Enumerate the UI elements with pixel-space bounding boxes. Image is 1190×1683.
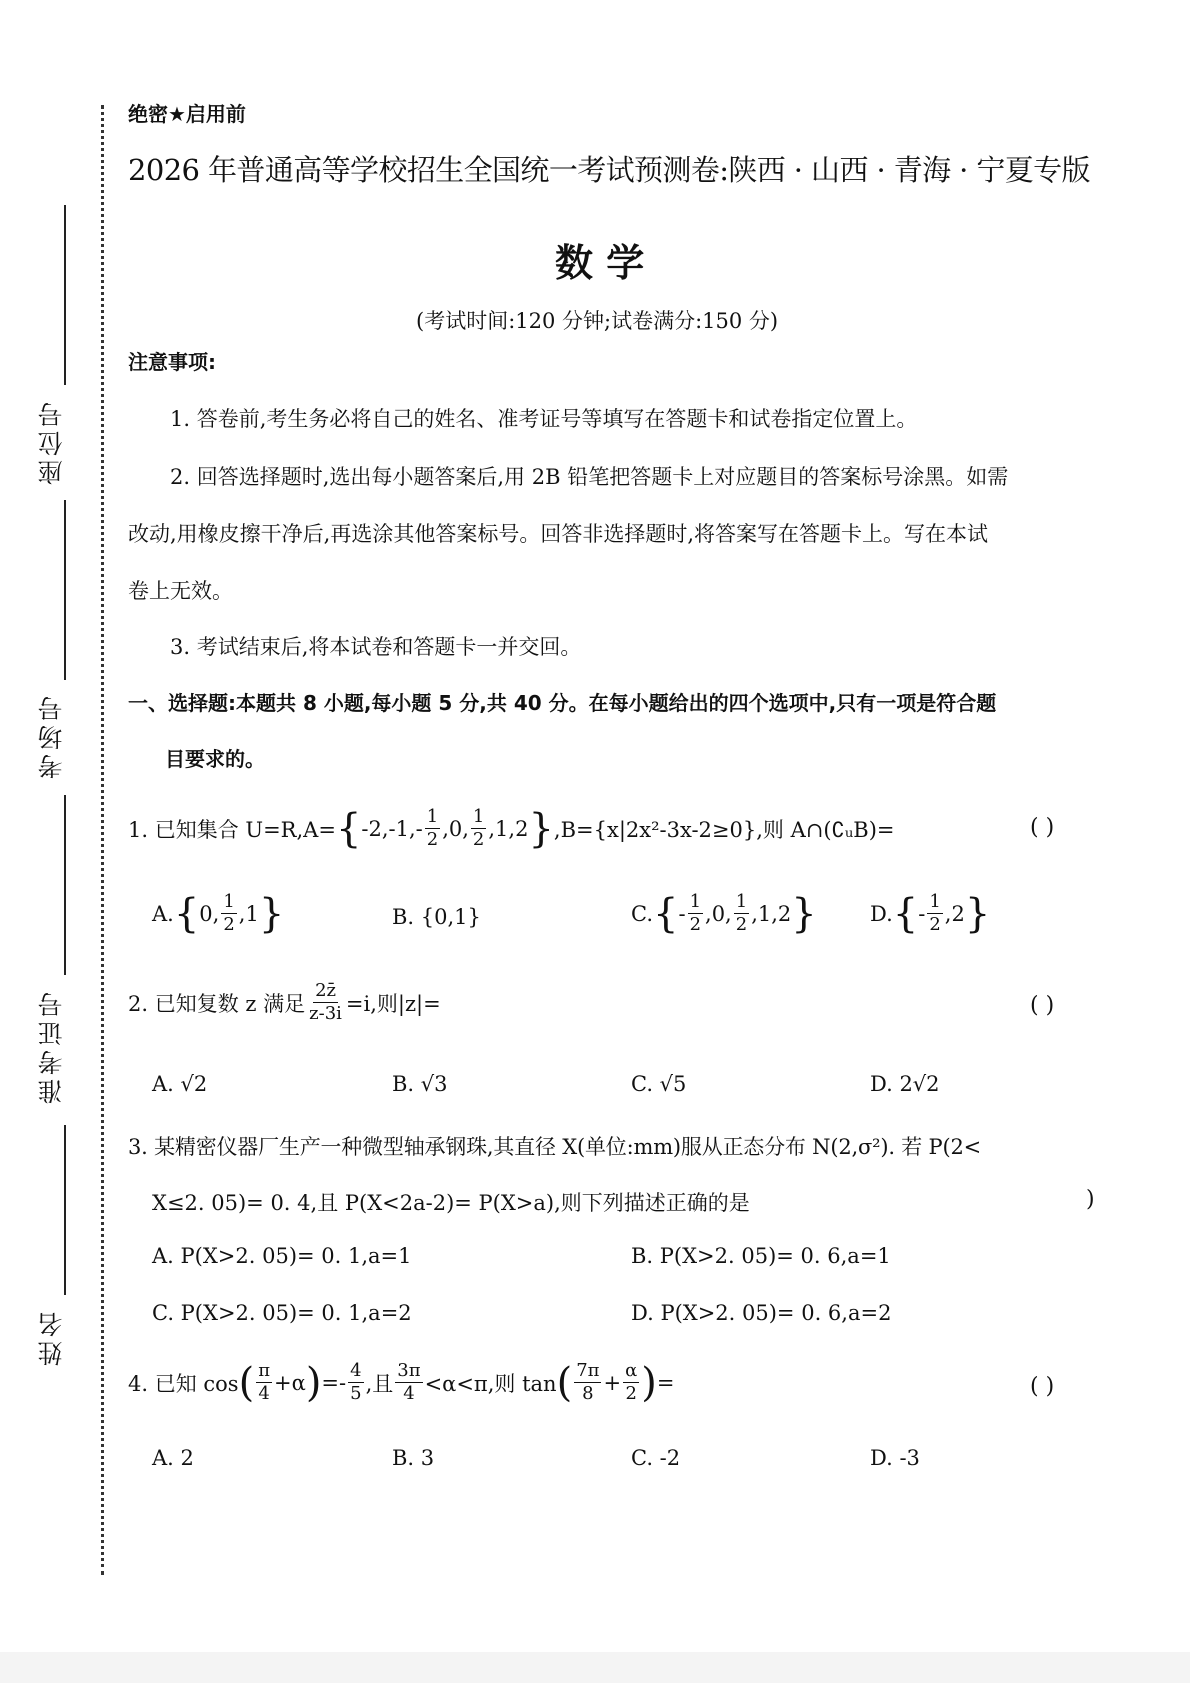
numerator: 1 [426, 806, 439, 827]
q2-option-c[interactable]: C. √5 [631, 1072, 687, 1096]
notice-item-1: 1. 答卷前,考生务必将自己的姓名、准考证号等填写在答题卡和试卷指定位置上。 [170, 407, 918, 431]
confidential-mark: 绝密★启用前 [128, 102, 246, 126]
q3-option-d[interactable]: D. P(X>2. 05)= 0. 6,a=2 [631, 1301, 892, 1325]
denominator: 2 [223, 914, 235, 935]
binding-dotted-line [101, 105, 104, 1575]
right-paren: ) [641, 1359, 657, 1406]
option-label: C. [631, 901, 653, 926]
option-text: ,1 [238, 901, 259, 926]
q3-answer-paren[interactable]: ) [1086, 1187, 1095, 1212]
numerator: 2z̄ [315, 980, 336, 1001]
denominator: 2 [689, 914, 702, 935]
q1-option-d[interactable] [870, 890, 991, 937]
q1-option-b[interactable]: B. {0,1} [392, 905, 481, 929]
section-1-heading-cont: 目要求的。 [165, 747, 265, 771]
q4-text: = [656, 1370, 675, 1395]
q4-prefix: 4. 已知 cos [128, 1371, 239, 1396]
left-paren: ( [238, 1359, 255, 1406]
name-line[interactable] [64, 1125, 66, 1295]
q4-option-c[interactable]: C. -2 [631, 1446, 681, 1470]
q1-set-a-part2: ,0, [442, 816, 469, 841]
option-text: ,1,2 [751, 901, 792, 926]
seat-number-label: 座位号 [37, 398, 66, 485]
denominator: 2 [472, 829, 485, 850]
section-1-heading: 一、选择题:本题共 8 小题,每小题 5 分,共 40 分。在每小题给出的四个选项中,只有一项是符合题 [128, 691, 997, 715]
fraction-2zbar-over-z-3i [307, 982, 344, 1023]
denominator: 2 [426, 829, 439, 850]
notice-item-3: 3. 考试结束后,将本试卷和答题卡一并交回。 [170, 635, 582, 659]
numerator: 3π [397, 1360, 421, 1381]
q2-option-b[interactable]: B. √3 [392, 1072, 448, 1096]
q4-option-b[interactable]: B. 3 [392, 1446, 435, 1470]
q1-option-c[interactable] [631, 890, 817, 937]
left-brace: { [892, 890, 919, 937]
q4-text: =- [321, 1370, 347, 1395]
notice-item-2-line-2: 改动,用橡皮擦干净后,再选涂其他答案标号。回答非选择题时,将答案写在答题卡上。写在本试 [128, 522, 989, 546]
denominator: 5 [350, 1383, 362, 1404]
numerator: 1 [689, 891, 702, 912]
fraction-alpha-over-2 [623, 1362, 639, 1403]
denominator: 4 [403, 1383, 415, 1404]
q1-answer-paren[interactable]: ( ) [1030, 815, 1055, 840]
denominator: 4 [258, 1383, 270, 1404]
fraction-pi-over-4 [256, 1362, 272, 1403]
fraction-one-half [734, 893, 749, 934]
option-text: 0, [199, 901, 220, 926]
subject-title: 数 学 [555, 241, 645, 285]
fraction-3pi-over-4 [395, 1362, 422, 1403]
left-paren: ( [556, 1359, 573, 1406]
denominator: 8 [582, 1383, 594, 1404]
q4-text: + [603, 1370, 622, 1395]
name-label: 姓名 [37, 1308, 66, 1366]
option-text: ,2 [944, 901, 965, 926]
numerator: α [625, 1360, 638, 1381]
fraction-one-half [221, 893, 236, 934]
ticket-number-label: 准考证号 [37, 988, 66, 1104]
exam-room-line[interactable] [64, 500, 66, 680]
right-brace: } [528, 805, 554, 852]
right-brace: } [258, 890, 285, 937]
left-brace: { [173, 890, 200, 937]
notice-item-2-line-3: 卷上无效。 [128, 579, 233, 603]
left-brace: { [335, 805, 362, 852]
q2-answer-paren[interactable]: ( ) [1030, 993, 1055, 1018]
q2-option-d[interactable]: D. 2√2 [870, 1072, 940, 1096]
numerator: 7π [576, 1360, 600, 1381]
denominator: 2 [929, 914, 941, 935]
q4-text: ,且 [365, 1371, 394, 1396]
q2-option-a[interactable]: A. √2 [152, 1072, 208, 1096]
q1-suffix: ,B={x|2x²-3x-2≥0},则 A∩(∁ᵤB)= [553, 817, 895, 842]
question-4-stem [128, 1359, 675, 1406]
option-text: - [918, 901, 926, 926]
q1-prefix: 1. 已知集合 U=R,A= [128, 817, 336, 842]
denominator: z-3i [309, 1003, 342, 1024]
q4-answer-paren[interactable]: ( ) [1030, 1374, 1055, 1399]
question-2-stem [128, 982, 441, 1023]
numerator: 1 [223, 891, 235, 912]
denominator: 2 [735, 914, 748, 935]
notice-title: 注意事项: [128, 350, 216, 374]
fraction-4-over-5 [348, 1362, 363, 1403]
seat-number-line[interactable] [64, 205, 66, 385]
q1-set-a-part3: ,1,2 [488, 816, 529, 841]
numerator: 4 [350, 1360, 362, 1381]
right-brace: } [964, 890, 991, 937]
fraction-one-half [688, 893, 703, 934]
numerator: 1 [472, 806, 485, 827]
question-1-stem [128, 805, 895, 852]
question-3-stem-line-2: X≤2. 05)= 0. 4,且 P(X<2a-2)= P(X>a),则下列描述正确的是 [152, 1191, 750, 1215]
q1-set-a-part1: -2,-1,- [361, 816, 423, 841]
q3-option-c[interactable]: C. P(X>2. 05)= 0. 1,a=2 [152, 1301, 412, 1325]
q1-option-a[interactable] [152, 890, 285, 937]
option-label: D. [870, 901, 893, 926]
fraction-one-half [425, 808, 440, 849]
q4-option-a[interactable]: A. 2 [152, 1446, 194, 1470]
fraction-one-half [927, 893, 942, 934]
exam-info: (考试时间:120 分钟;试卷满分:150 分) [416, 309, 779, 333]
notice-item-2-line-1: 2. 回答选择题时,选出每小题答案后,用 2B 铅笔把答题卡上对应题目的答案标号涂黑。如需 [170, 465, 1009, 489]
exam-title: 2026 年普通高等学校招生全国统一考试预测卷:陕西 · 山西 · 青海 · 宁夏专版 [128, 153, 1090, 187]
numerator: 1 [735, 891, 748, 912]
right-paren: ) [305, 1359, 322, 1406]
option-label: A. [152, 901, 174, 926]
ticket-number-line[interactable] [64, 795, 66, 975]
q2-prefix: 2. 已知复数 z 满足 [128, 991, 306, 1016]
option-text: - [678, 901, 686, 926]
right-brace: } [791, 890, 817, 937]
q3-option-a[interactable]: A. P(X>2. 05)= 0. 1,a=1 [152, 1244, 412, 1268]
q4-text: <α<π,则 tan [424, 1371, 557, 1396]
fraction-7pi-over-8 [574, 1362, 601, 1403]
page-bottom-margin [0, 1652, 1190, 1683]
q3-option-b[interactable]: B. P(X>2. 05)= 0. 6,a=1 [631, 1244, 891, 1268]
option-text: ,0, [705, 901, 732, 926]
left-brace: { [653, 890, 679, 937]
numerator: 1 [929, 891, 941, 912]
question-3-stem-line-1: 3. 某精密仪器厂生产一种微型轴承钢珠,其直径 X(单位:mm)服从正态分布 N(2,σ²). 若 P(2< [128, 1135, 982, 1159]
numerator: π [258, 1360, 271, 1381]
q4-option-d[interactable]: D. -3 [870, 1446, 920, 1470]
q4-text: +α [274, 1370, 306, 1395]
fraction-one-half [471, 808, 486, 849]
exam-room-label: 考场号 [37, 692, 66, 779]
q2-suffix: =i,则|z|= [345, 991, 441, 1016]
denominator: 2 [625, 1383, 637, 1404]
